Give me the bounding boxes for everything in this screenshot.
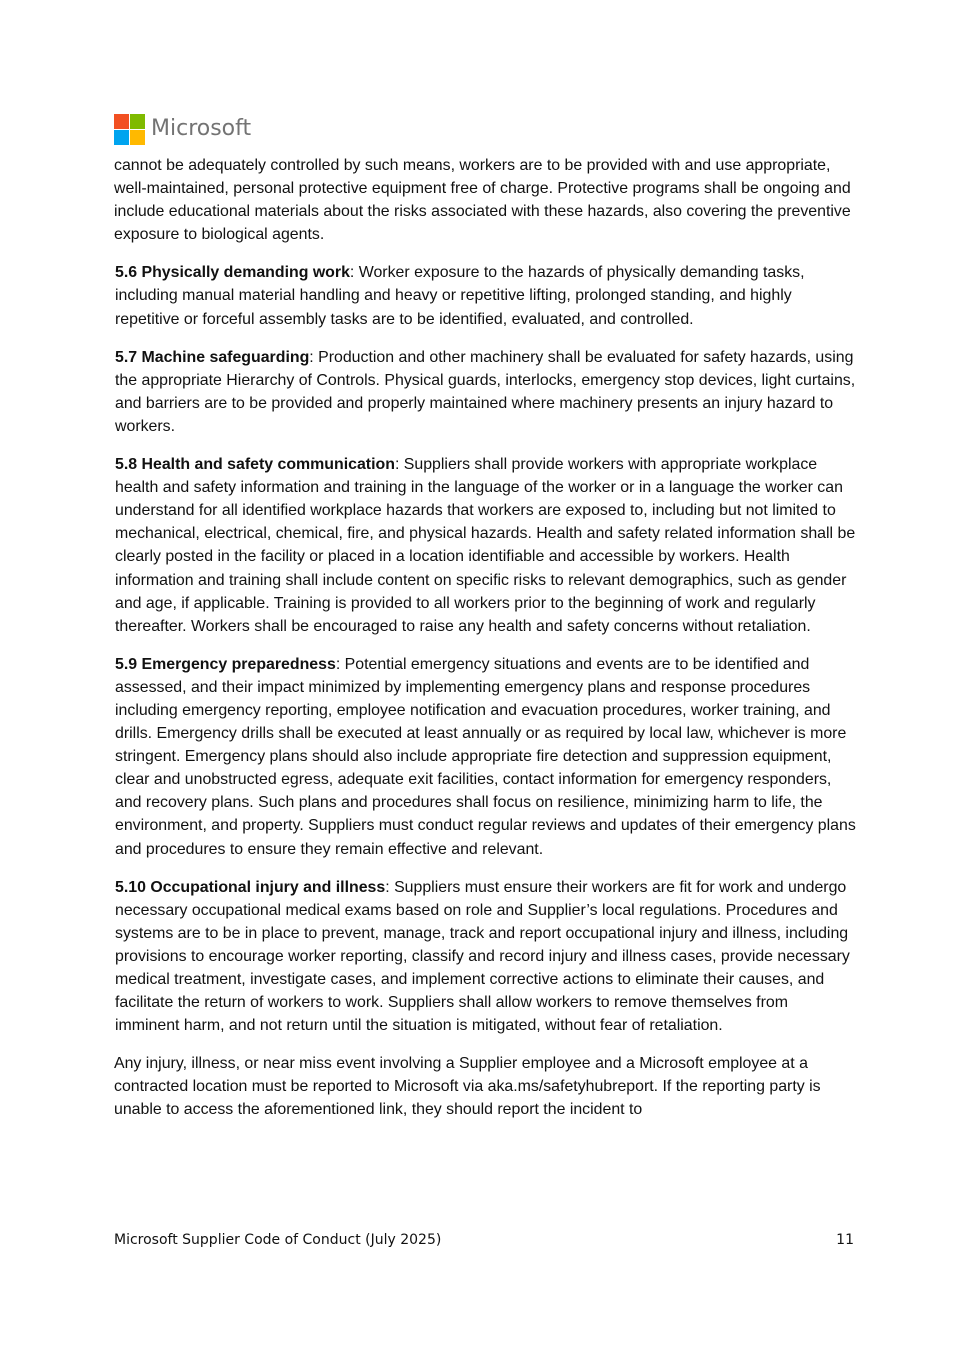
page-number: 11 bbox=[836, 1232, 854, 1248]
section-heading: 5.6 Physically demanding work bbox=[115, 264, 350, 282]
section-5-9 bbox=[114, 653, 856, 861]
section-heading: 5.9 Emergency preparedness bbox=[115, 655, 336, 673]
section-heading: 5.7 Machine safeguarding bbox=[115, 348, 310, 366]
microsoft-logo bbox=[114, 113, 251, 145]
closing-paragraph: Any injury, illness, or near miss event involving a Supplier employee and a Microsoft employee at a contracted location must be reported to Microsoft via aka.ms/safetyhubreport. If the reporting party is unable to access the aforementioned link, they should report the incident to bbox=[114, 1055, 821, 1119]
section-text: : Worker exposure to the hazards of physically demanding tasks, including manual material handling and heavy or repetitive lifting, prolonged standing, and highly repetitive or forceful assembly tasks are to be identified, evaluated, and controlled. bbox=[115, 264, 805, 328]
logo-square-red bbox=[114, 114, 129, 129]
logo-square-green bbox=[130, 114, 145, 129]
section-5-10 bbox=[114, 876, 856, 1038]
intro-paragraph: cannot be adequately controlled by such means, workers are to be provided with and use appropriate, well-maintained, personal protective equipment free of charge. Protective programs shall be ongoing and include educational materials about the risks associated with these hazards, also covering the preventive exposure to biological agents. bbox=[114, 157, 851, 244]
section-text: : Suppliers shall provide workers with appropriate workplace health and safety information and training in the language of the worker or in a language the worker can understand for all identified workplace hazards that workers are exposed to, including but not limited to mechanical, electrical, chemical, fire, and physical hazards. Health and safety related information shall be clearly posted in the facility or placed in a location identifiable and accessible by workers. Health information and training shall include content on specific risks to relevant demographics, such as gender and age, if applicable. Training is provided to all workers prior to the beginning of work and regularly thereafter. Workers shall be encouraged to raise any health and safety concerns without retaliation. bbox=[115, 456, 856, 635]
section-text: : Potential emergency situations and events are to be identified and assessed, and their impact minimized by implementing emergency plans and response procedures including emergency reporting, employee notification and evacuation procedures, worker training, and drills. Emergency drills shall be executed at least annually or as required by local law, whichever is more stringent. Emergency plans should also include appropriate fire detection and suppression equipment, clear and unobstructed egress, adequate exit facilities, contact information for emergency responders, and recovery plans. Such plans and procedures shall focus on resilience, minimizing harm to life, the environment, and property. Suppliers must conduct regular reviews and updates of their emergency plans and procedures to ensure they remain effective and relevant. bbox=[115, 655, 856, 858]
section-text: : Suppliers must ensure their workers are fit for work and undergo necessary occupational medical exams based on role and Supplier’s local regulations. Procedures and systems are to be in place to prevent, manage, track and report occupational injury and illness, including provisions to encourage worker reporting, classify and record injury and illness cases, provide necessary medical treatment, investigate cases, and implement corrective actions to eliminate their causes, and facilitate the return of workers to work. Suppliers shall allow workers to remove themselves from imminent harm, and not return until the situation is mitigated, without fear of retaliation. bbox=[115, 878, 850, 1035]
logo-square-blue bbox=[114, 130, 129, 145]
section-heading: 5.8 Health and safety communication bbox=[115, 456, 395, 474]
logo-wordmark: Microsoft bbox=[151, 116, 252, 141]
section-5-8 bbox=[114, 453, 856, 638]
footer-document-title: Microsoft Supplier Code of Conduct (July 2025) bbox=[114, 1232, 442, 1248]
section-5-6 bbox=[114, 261, 856, 330]
section-5-7 bbox=[114, 346, 856, 438]
document-body bbox=[114, 154, 856, 1137]
section-text: : Production and other machinery shall be evaluated for safety hazards, using the appropriate Hierarchy of Controls. Physical guards, interlocks, emergency stop devices, light curtains, and barriers are to be provided and properly maintained where machinery presents an injury hazard to workers. bbox=[115, 348, 856, 435]
logo-square-yellow bbox=[130, 130, 145, 145]
page-footer bbox=[114, 1230, 854, 1250]
section-heading: 5.10 Occupational injury and illness bbox=[115, 878, 386, 896]
microsoft-logo-icon bbox=[114, 114, 145, 145]
